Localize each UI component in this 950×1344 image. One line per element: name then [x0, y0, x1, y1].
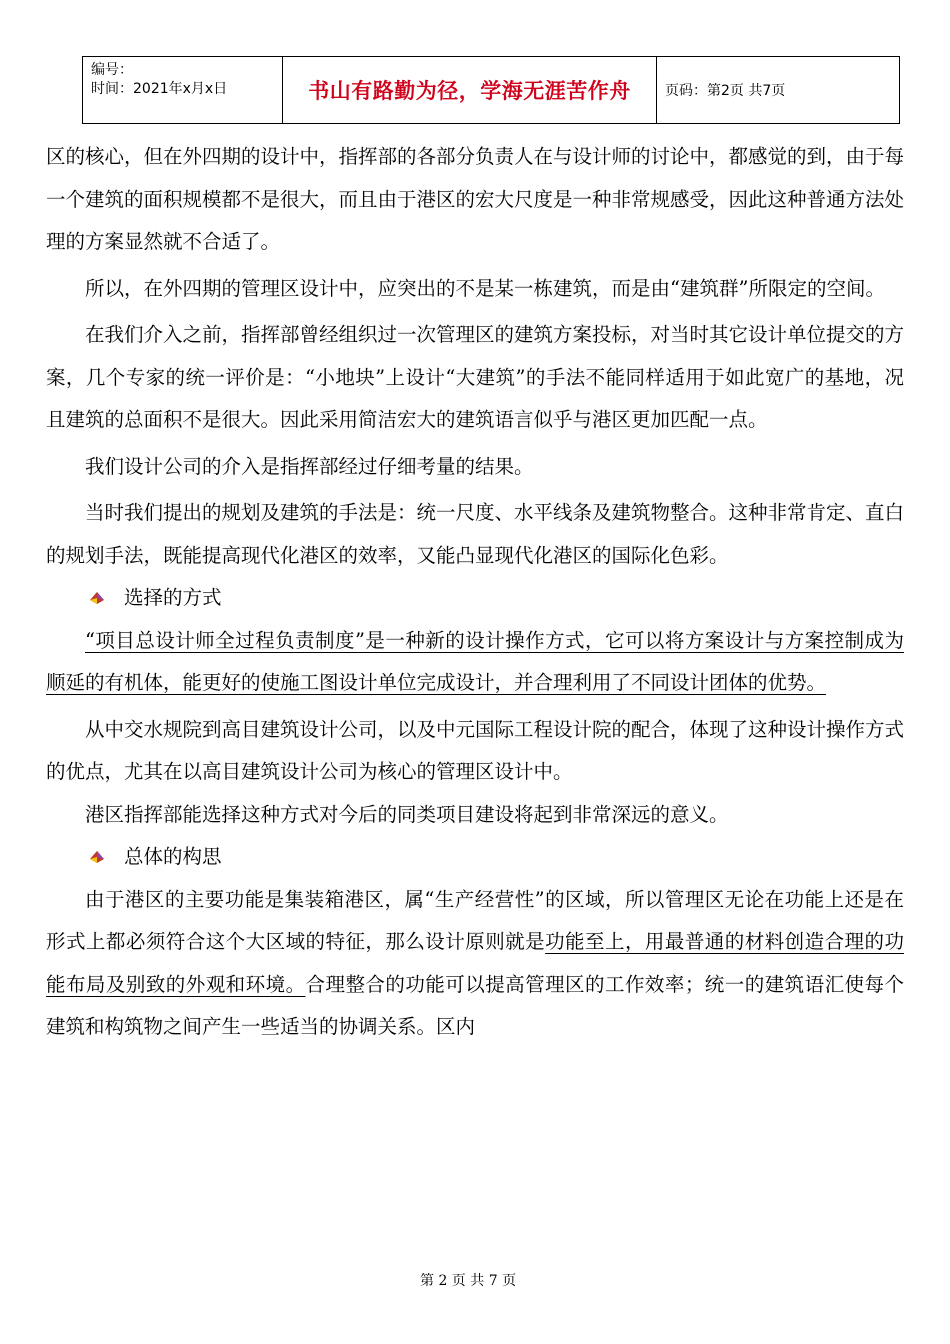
paragraph: 当时我们提出的规划及建筑的手法是：统一尺度、水平线条及建筑物整合。这种非常肯定、直白的规划手法，既能提高现代化港区的效率，又能凸显现代化港区的国际化色彩。 — [46, 501, 905, 567]
paragraph: 我们设计公司的介入是指挥部经过仔细考量的结果。 — [85, 454, 534, 478]
page-footer: 第 2 页 共 7 页 — [420, 1273, 517, 1289]
paragraph-underlined — [46, 620, 904, 705]
paragraph-text: 由于港区的主要功能是集装箱港区，属“生产经营性”的区域，所以管理区无论在功能上还是在形式上都必须符合这个大区域的特征，那么设计原则就是 — [46, 887, 904, 953]
bullet-icon — [90, 851, 104, 863]
document-time-label: 时间：2021年x月x日 — [91, 81, 228, 97]
bullet-icon — [90, 592, 104, 604]
page-header — [82, 56, 900, 124]
paragraph: 在我们介入之前，指挥部曾经组织过一次管理区的建筑方案投标，对当时其它设计单位提交的方案，几个专家的统一评价是：“小地块”上设计“大建筑”的手法不能同样适用于如此宽广的基地，况且建筑的总面积不是很大。因此采用简洁宏大的建筑语言似乎与港区更加匹配一点。 — [46, 323, 905, 431]
document-body — [46, 136, 904, 1049]
section-title: 总体的构思 — [124, 845, 222, 868]
underlined-text: 功能至上，用最普通的材料创造合理的功能布局及别致的外观和环境。 — [46, 930, 904, 996]
paragraph-text: 合理整合的功能可以提高管理区的工作效率；统一的建筑语汇使每个建筑和构筑物之间产生一些适当的协调关系。区内 — [46, 972, 904, 1038]
paragraph: 港区指挥部能选择这种方式对今后的同类项目建设将起到非常深远的意义。 — [85, 802, 729, 826]
section-heading-selection — [46, 577, 904, 620]
paragraph: 所以，在外四期的管理区设计中，应突出的不是某一栋建筑，而是由“建筑群”所限定的空间。 — [85, 276, 885, 300]
document-number-label: 编号： — [91, 62, 133, 78]
section-heading-concept — [46, 836, 904, 879]
underlined-text: “项目总设计师全过程负责制度”是一种新的设计操作方式，它可以将方案设计与方案控制成为顺延的有机体，能更好的使施工图设计单位完成设计，并合理利用了不同设计团体的优势。 — [46, 628, 904, 694]
paragraph: 从中交水规院到高目建筑设计公司，以及中元国际工程设计院的配合，体现了这种设计操作方式的优点，尤其在以高目建筑设计公司为核心的管理区设计中。 — [46, 717, 905, 783]
paragraph: 区的核心，但在外四期的设计中，指挥部的各部分负责人在与设计师的讨论中，都感觉的到，由于每一个建筑的面积规模都不是很大，而且由于港区的宏大尺度是一种非常规感受，因此这种普通方法处理的方案显然就不合适了。 — [46, 145, 905, 253]
paragraph — [46, 879, 904, 1049]
header-motto: 书山有路勤为径，学海无涯苦作舟 — [283, 57, 657, 123]
header-meta — [83, 57, 283, 123]
header-page-info: 页码：第2页 共7页 — [665, 83, 786, 99]
section-title: 选择的方式 — [124, 586, 222, 609]
